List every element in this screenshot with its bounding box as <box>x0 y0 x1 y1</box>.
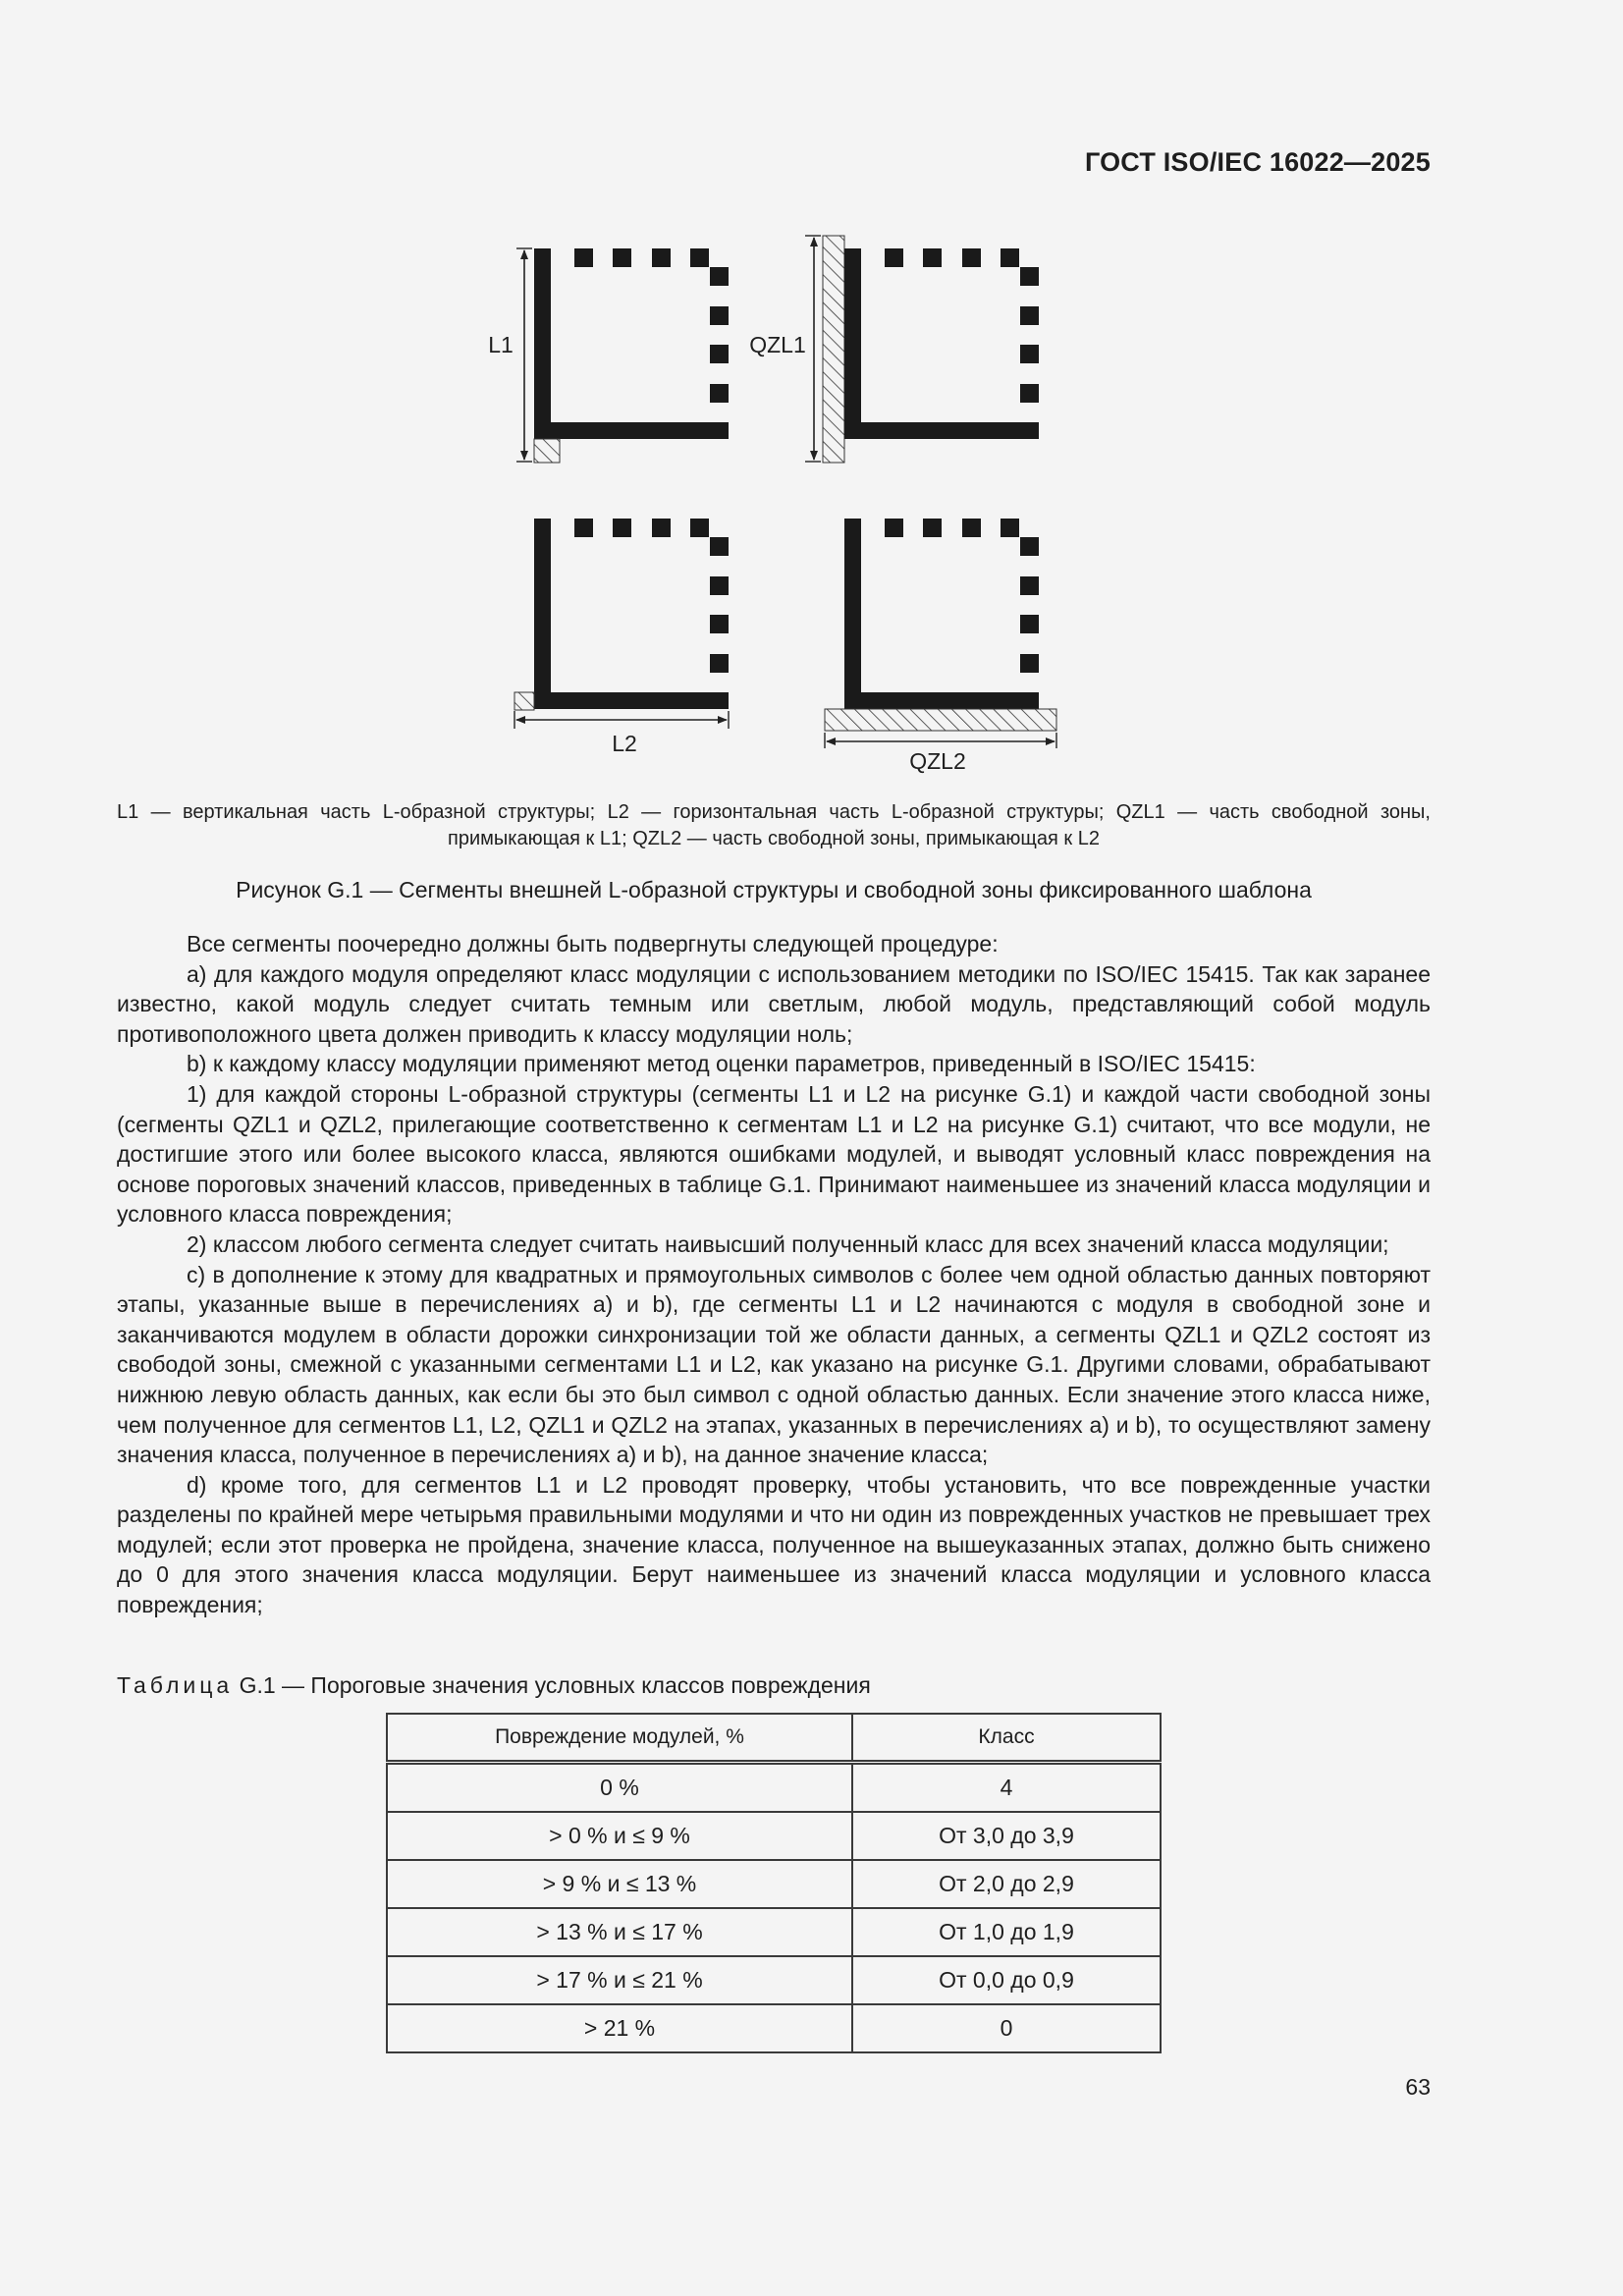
cell-damage: > 0 % и ≤ 9 % <box>387 1812 852 1860</box>
page-number: 63 <box>1405 2074 1431 2100</box>
cell-grade: От 0,0 до 0,9 <box>852 1956 1161 2004</box>
table-row <box>387 2004 1161 2052</box>
figure-caption: Рисунок G.1 — Сегменты внешней L-образной структуры и свободной зоны фиксированного шаблона <box>236 877 1312 902</box>
paragraph: Все сегменты поочередно должны быть подвергнуты следующей процедуре: <box>187 931 999 957</box>
table-caption: G.1 — Пороговые значения условных классов повреждения <box>239 1672 871 1698</box>
paragraph: 1) для каждой стороны L-образной структуры (сегменты L1 и L2 на рисунке G.1) и каждой части свободной зоны (сегменты QZL1 и QZL2, прилегающие соответственно к сегментам L1 и L2 на рисунке G.1) считают, что все модули, не достигшие этого или более высокого класса, являются ошибками модулей, и выводят условный класс повреждения на основе пороговых значений классов, приведенных в таблице G.1. Принимают наименьшее из значений класса модуляции и условного класса повреждения; <box>117 1080 1431 1228</box>
label-qzl2: QZL2 <box>909 748 966 774</box>
table-header-row <box>387 1714 1161 1763</box>
paragraph: d) кроме того, для сегментов L1 и L2 проводят проверку, чтобы установить, что все поврежденные участки разделены по крайней мере четырьмя правильными модулями и что ни один из поврежденных участков не превышает трех модулей; если этот проверка не пройдена, значение класса, полученное на вышеуказанных этапах, должно быть снижено до 0 для этого значения класса модуляции. Берут наименьшее из значений класса модуляции и условного класса повреждения; <box>117 1471 1431 1618</box>
table-row <box>387 1860 1161 1908</box>
header-damage: Повреждение модулей, % <box>387 1714 852 1763</box>
cell-grade: От 2,0 до 2,9 <box>852 1860 1161 1908</box>
cell-grade: 4 <box>852 1763 1161 1813</box>
threshold-table <box>386 1713 1162 2053</box>
paragraph: 2) классом любого сегмента следует считать наивысший полученный класс для всех значений класса модуляции; <box>187 1230 1389 1257</box>
table-row <box>387 1908 1161 1956</box>
document-header: ГОСТ ISO/IEC 16022—2025 <box>1084 147 1431 177</box>
pattern-qzl2 <box>825 519 1056 774</box>
cell-damage: > 9 % и ≤ 13 % <box>387 1860 852 1908</box>
header-grade: Класс <box>852 1714 1161 1763</box>
table-title <box>117 1672 871 1699</box>
cell-damage: 0 % <box>387 1763 852 1813</box>
table-row <box>387 1812 1161 1860</box>
label-qzl1: QZL1 <box>749 332 806 357</box>
cell-grade: От 1,0 до 1,9 <box>852 1908 1161 1956</box>
table-label: Таблица <box>117 1672 234 1698</box>
cell-damage: > 17 % и ≤ 21 % <box>387 1956 852 2004</box>
pattern-l1 <box>488 248 729 463</box>
pattern-qzl1 <box>749 236 1039 463</box>
body-text <box>117 929 1431 1620</box>
cell-grade: 0 <box>852 2004 1161 2052</box>
figure-g1 <box>0 216 1623 786</box>
pattern-l2 <box>514 519 729 756</box>
table-row <box>387 1956 1161 2004</box>
label-l1: L1 <box>488 332 514 357</box>
figure-legend: L1 — вертикальная часть L-образной структуры; L2 — горизонтальная часть L-образной структуры; QZL1 — часть свободной зоны, примыкающая к L1; QZL2 — часть свободной зоны, примыкающая к L2 <box>117 801 1431 849</box>
paragraph: b) к каждому классу модуляции применяют метод оценки параметров, приведенный в ISO/IEC 15415: <box>187 1051 1256 1077</box>
paragraph: a) для каждого модуля определяют класс модуляции с использованием методики по ISO/IEC 15415. Так как заранее известно, какой модуль следует считать темным или светлым, любой модуль, представляющий собой модуль противоположного цвета должен приводить к классу модуляции ноль; <box>117 960 1431 1047</box>
l-pattern-diagram <box>0 216 1623 786</box>
label-l2: L2 <box>612 731 637 756</box>
cell-grade: От 3,0 до 3,9 <box>852 1812 1161 1860</box>
paragraph: c) в дополнение к этому для квадратных и прямоугольных символов с более чем одной областью данных повторяют этапы, указанные выше в перечислениях a) и b), где сегменты L1 и L2 начинаются с модуля в свободной зоне и заканчиваются модулем в области дорожки синхронизации той же области данных, а сегменты QZL1 и QZL2 состоят из свободой зоны, смежной с указанными сегментами L1 и L2, как указано на рисунке G.1. Другими словами, обрабатывают нижнюю левую область данных, как если бы это был символ с одной областью данных. Если значение этого класса ниже, чем полученное для сегментов L1, L2, QZL1 и QZL2 на этапах, указанных в перечислениях a) и b), то осуществляют замену значения класса, полученное в перечислениях a) и b), на данное значение класса; <box>117 1261 1431 1468</box>
table-row <box>387 1763 1161 1813</box>
cell-damage: > 13 % и ≤ 17 % <box>387 1908 852 1956</box>
cell-damage: > 21 % <box>387 2004 852 2052</box>
